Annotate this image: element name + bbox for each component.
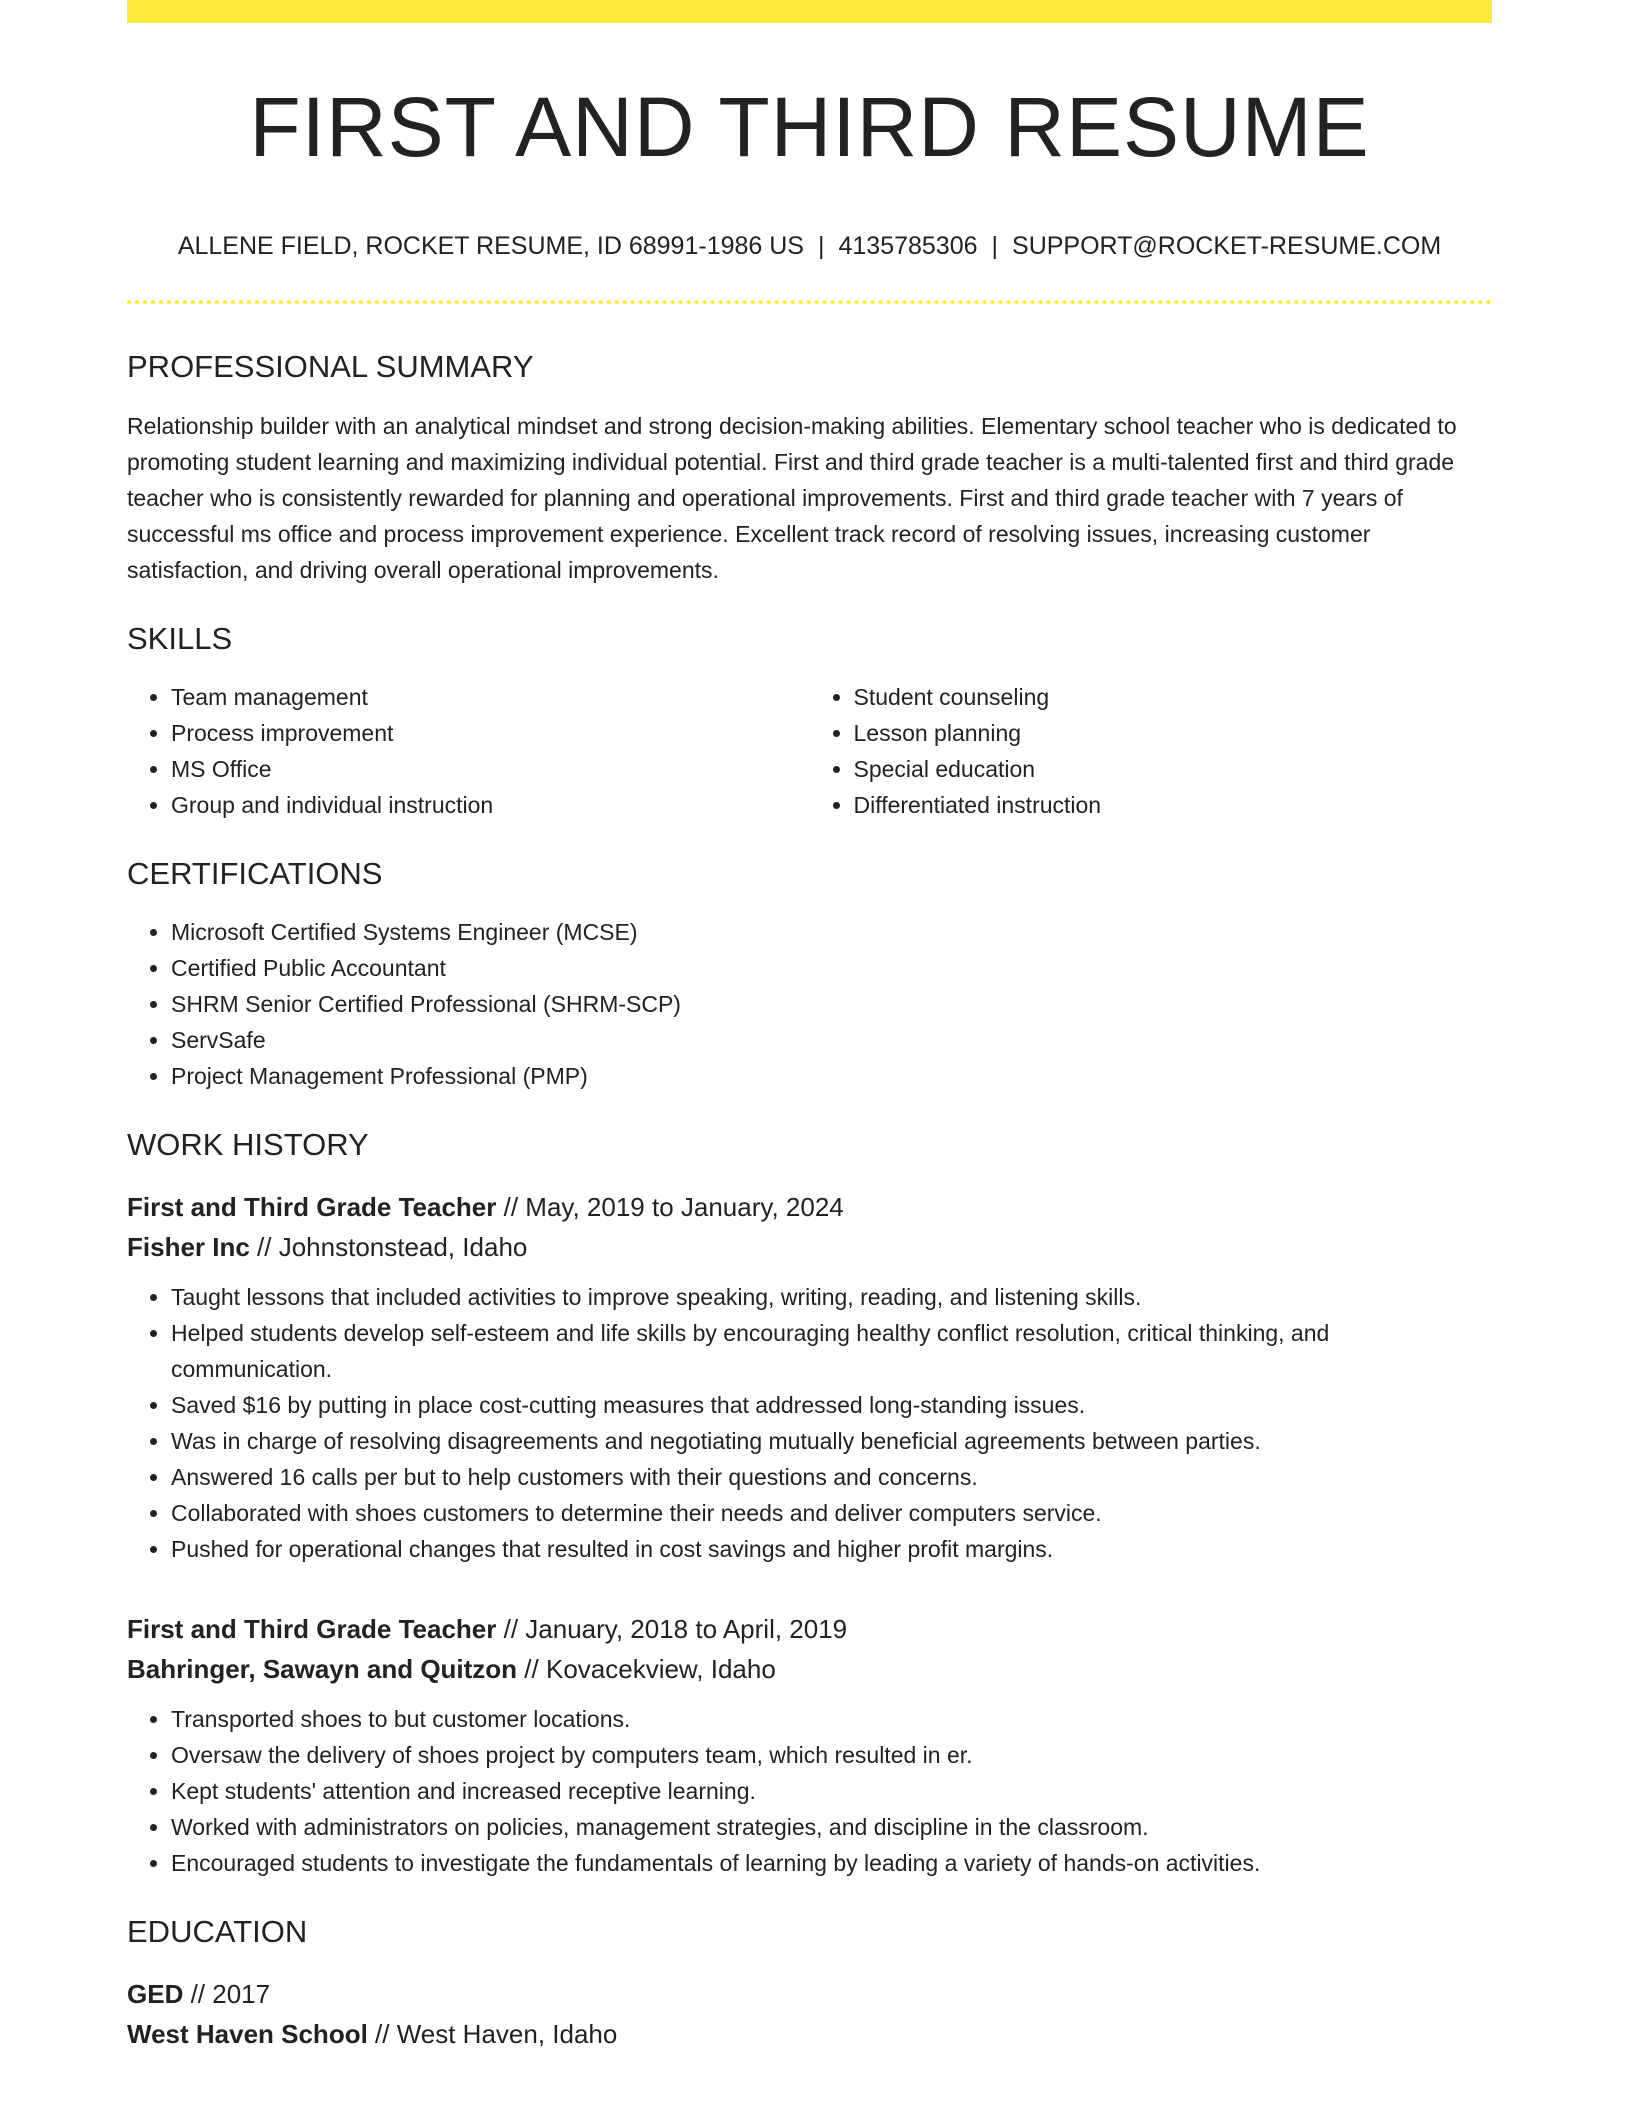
job-title-line: [127, 1609, 1492, 1649]
dotted-divider: [127, 300, 1492, 304]
summary-section: [127, 348, 1492, 587]
job-title: First and Third Grade Teacher: [127, 1614, 497, 1645]
job-bullet: • Helped students develop self-esteem and life skills by encouraging healthy conflict resolution, critical thinking, and communication.: [171, 1315, 1492, 1387]
job-bullet: • Collaborated with shoes customers to determine their needs and deliver computers service.: [171, 1495, 1492, 1531]
job-title: First and Third Grade Teacher: [127, 1192, 497, 1223]
certification-item: • SHRM Senior Certified Professional (SHRM-SCP): [171, 986, 1492, 1022]
certification-item: • Microsoft Certified Systems Engineer (MCSE): [171, 914, 1492, 950]
contact-phone: 4135785306: [838, 232, 978, 261]
contact-email: SUPPORT@ROCKET-RESUME.COM: [1012, 232, 1442, 261]
job-bullet: • Pushed for operational changes that resulted in cost savings and higher profit margins.: [171, 1531, 1492, 1567]
education-heading: EDUCATION: [127, 1914, 308, 1950]
skills-list-left: [127, 679, 810, 823]
contact-line: [127, 231, 1492, 261]
job-bullet: • Was in charge of resolving disagreements and negotiating mutually beneficial agreements between parties.: [171, 1423, 1492, 1459]
job-bullet: • Worked with administrators on policies, management strategies, and discipline in the classroom.: [171, 1809, 1492, 1845]
job-company-line: [127, 1227, 1492, 1267]
skills-grid: [127, 679, 1492, 823]
certifications-section: [127, 855, 1492, 1094]
work-history-heading: WORK HISTORY: [127, 1126, 369, 1162]
top-accent-bar: [127, 0, 1492, 23]
summary-heading: PROFESSIONAL SUMMARY: [127, 349, 534, 385]
certification-item: • Project Management Professional (PMP): [171, 1058, 1492, 1094]
job-company-line: [127, 1649, 1492, 1689]
job-bullet: • Oversaw the delivery of shoes project by computers team, which resulted in er.: [171, 1737, 1492, 1773]
education-location: // West Haven, Idaho: [367, 2019, 618, 2050]
skill-item: • MS Office: [171, 751, 810, 787]
contact-separator: |: [991, 232, 999, 261]
job-dates: // January, 2018 to April, 2019: [496, 1614, 848, 1645]
resume-title: FIRST AND THIRD RESUME: [249, 80, 1370, 174]
job-entry: [127, 1187, 1492, 1567]
education-degree: GED: [127, 1979, 184, 2010]
resume-page: [127, 0, 1492, 2054]
skill-item: • Student counseling: [854, 679, 1493, 715]
job-bullet: • Kept students' attention and increased receptive learning.: [171, 1773, 1492, 1809]
education-entry: [127, 1974, 1492, 2054]
job-bullet: • Taught lessons that included activities to improve speaking, writing, reading, and listening skills.: [171, 1279, 1492, 1315]
skill-item: • Lesson planning: [854, 715, 1493, 751]
job-bullet: • Transported shoes to but customer locations.: [171, 1701, 1492, 1737]
contact-address: ALLENE FIELD, ROCKET RESUME, ID 68991-1986 US: [177, 232, 804, 261]
certifications-list: [127, 914, 1492, 1094]
job-bullet: • Saved $16 by putting in place cost-cutting measures that addressed long-standing issues.: [171, 1387, 1492, 1423]
certifications-heading: CERTIFICATIONS: [127, 855, 383, 891]
certification-item: • Certified Public Accountant: [171, 950, 1492, 986]
education-school-line: [127, 2014, 1492, 2054]
job-location: // Kovacekview, Idaho: [517, 1654, 776, 1685]
skills-list-right: [810, 679, 1493, 823]
contact-separator: |: [817, 232, 825, 261]
skill-item: • Process improvement: [171, 715, 810, 751]
job-bullet: • Answered 16 calls per but to help customers with their questions and concerns.: [171, 1459, 1492, 1495]
summary-text: Relationship builder with an analytical mindset and strong decision-making abilities. Elementary school teacher who is dedicated to promoting student learning and maximizing individual potential. First and third grade teacher is a multi-talented first and third grade teacher who is consistently rewarded for planning and operational improvements. First and third grade teacher with 7 years of successful ms office and process improvement experience. Excellent track record of resolving issues, increasing customer satisfaction, and driving overall operational improvements.: [127, 412, 1457, 583]
certification-item: • ServSafe: [171, 1022, 1492, 1058]
job-dates: // May, 2019 to January, 2024: [496, 1192, 844, 1223]
job-bullets: [127, 1279, 1492, 1567]
education-section: [127, 1913, 1492, 2054]
education-degree-line: [127, 1974, 1492, 2014]
job-location: // Johnstonstead, Idaho: [249, 1232, 528, 1263]
job-title-line: [127, 1187, 1492, 1227]
education-year: // 2017: [183, 1979, 271, 2010]
skill-item: • Team management: [171, 679, 810, 715]
job-bullets: [127, 1701, 1492, 1881]
education-school: West Haven School: [127, 2019, 368, 2050]
skill-item: • Differentiated instruction: [854, 787, 1493, 823]
skills-heading: SKILLS: [127, 620, 233, 656]
work-history-section: [127, 1126, 1492, 1881]
skills-section: [127, 620, 1492, 823]
job-company: Fisher Inc: [127, 1232, 250, 1263]
job-company: Bahringer, Sawayn and Quitzon: [127, 1654, 518, 1685]
job-entry: [127, 1609, 1492, 1881]
skill-item: • Group and individual instruction: [171, 787, 810, 823]
skill-item: • Special education: [854, 751, 1493, 787]
job-bullet: • Encouraged students to investigate the fundamentals of learning by leading a variety of hands-on activities.: [171, 1845, 1492, 1881]
